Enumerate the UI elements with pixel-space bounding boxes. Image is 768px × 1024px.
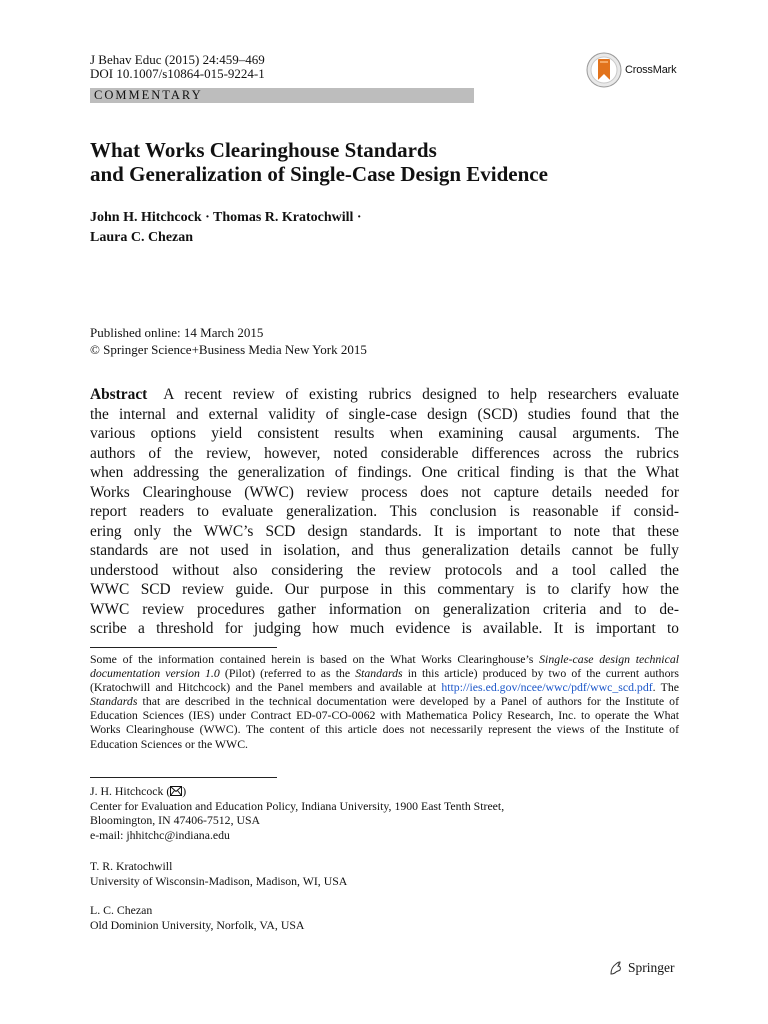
springer-horse-icon bbox=[608, 960, 624, 976]
abstract-line: scribe a threshold for judging how much evidence is available. It is important to bbox=[90, 620, 679, 637]
article-title bbox=[90, 138, 690, 186]
abstract-line: WWC SCD review guide. Our purpose in this commentary is to clarify how the bbox=[90, 581, 679, 598]
affiliation-name: T. R. Kratochwill bbox=[90, 859, 173, 873]
affiliation-name: L. C. Chezan bbox=[90, 903, 153, 917]
abstract-line: understood without also considering the review protocols and a tool called the bbox=[90, 561, 679, 579]
abstract-line: authors of the review, however, noted considerable differences across the rubrics bbox=[90, 444, 679, 462]
affiliation-name: J. H. Hitchcock ( ) bbox=[90, 784, 187, 798]
abstract-line: ering only the WWC’s SCD design standards. It is important to note that these bbox=[90, 522, 679, 540]
footnote-divider bbox=[90, 647, 277, 648]
crossmark-icon bbox=[586, 52, 622, 88]
affiliation-address: University of Wisconsin-Madison, Madison, WI, USA bbox=[90, 873, 348, 888]
crossmark-badge[interactable] bbox=[586, 52, 676, 88]
publisher-name: Springer bbox=[628, 960, 675, 975]
abstract-line: Abstract A recent review of existing rubrics designed to help researchers evaluate bbox=[90, 386, 679, 403]
affiliation-divider bbox=[90, 777, 277, 778]
funding-footnote: Some of the information contained herein is based on the What Works Clearinghouse’s Single-case design technical documentation version 1.0 (Pilot) (referred to as the Standards in this article) produced by two of the current authors (Kratochwill and Hitchcock) and the Panel members and available at http://ies.ed.gov/ncee/wwc/pdf/wwc_scd.pdf. The Standards that are described in the technical documentation were developed by a Panel of authors for the Institute of Education Sciences (IES) under Contract ED-07-CO-0062 with Mathematica Policy Research, Inc. to operate the What Works Clearinghouse (WWC). The content of this article does not necessarily represent the views of the Institute of Education Sciences or the WWC. bbox=[90, 652, 680, 751]
title-line: What Works Clearinghouse Standards bbox=[90, 138, 437, 162]
abstract-label: Abstract bbox=[90, 386, 148, 403]
affiliation-address: Center for Evaluation and Education Policy, Indiana University, 1900 East Tenth Street, bbox=[90, 798, 505, 813]
abstract bbox=[90, 385, 679, 639]
published-date: Published online: 14 March 2015 bbox=[90, 325, 264, 340]
abstract-line: Works Clearinghouse (WWC) review process does not capture details needed for bbox=[90, 483, 679, 501]
affiliation-hitchcock bbox=[90, 784, 504, 842]
publication-info bbox=[90, 324, 367, 358]
authors-line: John H. Hitchcock · Thomas R. Kratochwill · bbox=[90, 210, 362, 225]
envelope-icon bbox=[170, 786, 182, 796]
affiliation-address: Bloomington, IN 47406-7512, USA bbox=[90, 813, 261, 828]
abstract-line: standards are not used in isolation, and thus generalization details cannot be fully bbox=[90, 542, 679, 559]
section-label: COMMENTARY bbox=[94, 88, 203, 102]
abstract-line: WWC review procedures gather information on generalization criteria and to de- bbox=[90, 600, 679, 618]
publisher-logo bbox=[608, 960, 675, 976]
abstract-line: when addressing the generalization of findings. One critical finding is that the What bbox=[90, 464, 679, 481]
doi: DOI 10.1007/s10864-015-9224-1 bbox=[90, 66, 265, 81]
affiliation-kratochwill bbox=[90, 859, 347, 888]
title-line: and Generalization of Single-Case Design Evidence bbox=[90, 162, 548, 186]
affiliation-address: Old Dominion University, Norfolk, VA, USA bbox=[90, 917, 305, 932]
authors-line: Laura C. Chezan bbox=[90, 230, 194, 245]
abstract-line: report readers to evaluate generalization. This conclusion is reasonable if consid- bbox=[90, 503, 679, 520]
journal-citation: J Behav Educ (2015) 24:459–469 bbox=[90, 52, 265, 67]
affiliation-email[interactable]: e-mail: jhhitchc@indiana.edu bbox=[90, 827, 230, 842]
author-list bbox=[90, 208, 690, 248]
affiliation-chezan bbox=[90, 903, 304, 932]
copyright: © Springer Science+Business Media New York 2015 bbox=[90, 342, 367, 357]
abstract-line: various options yield consistent results when examining causal arguments. The bbox=[90, 425, 679, 442]
crossmark-label: CrossMark bbox=[625, 64, 677, 76]
standards-link[interactable]: http://ies.ed.gov/ncee/wwc/pdf/wwc_scd.pdf bbox=[441, 680, 653, 695]
abstract-line: the internal and external validity of single-case design (SCD) studies found that the bbox=[90, 405, 679, 423]
